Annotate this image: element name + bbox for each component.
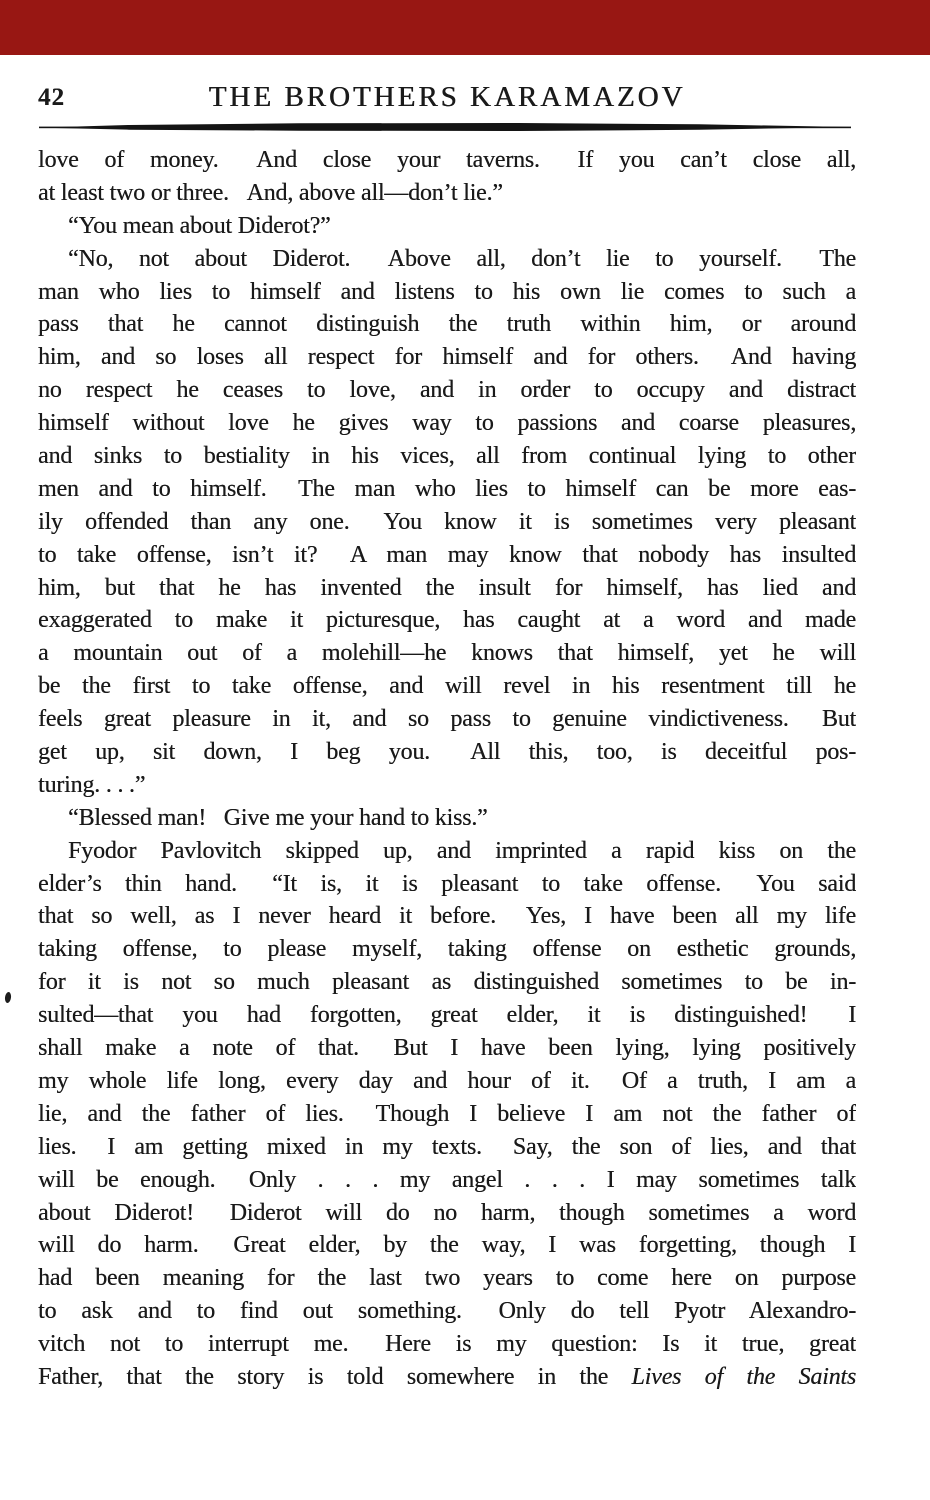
text-line: elder’s thin hand. “It is, it is pleasant to take offense. You said [38, 870, 856, 897]
text-line: no respect he ceases to love, and in order to occupy and distract [38, 377, 856, 404]
text-line: that so well, as I never heard it before. Yes, I have been all my life [38, 903, 856, 930]
text-line: Fyodor Pavlovitch skipped up, and imprinted a rapid kiss on the [68, 837, 856, 864]
body-text [38, 144, 856, 1394]
text-line: vitch not to interrupt me. Here is my question: Is it true, great [38, 1331, 856, 1358]
text-line: lies. I am getting mixed in my texts. Say, the son of lies, and that [38, 1133, 856, 1160]
text-line: taking offense, to please myself, taking offense on esthetic grounds, [38, 936, 856, 963]
text-line: man who lies to himself and listens to his own lie comes to such a [38, 278, 856, 305]
text-line: get up, sit down, I beg you. All this, too, is deceitful pos- [38, 739, 856, 766]
text-line: my whole life long, every day and hour of it. Of a truth, I am a [38, 1067, 856, 1094]
swelled-divider-rule [39, 121, 851, 133]
text-line: “No, not about Diderot. Above all, don’t lie to yourself. The [68, 245, 856, 272]
text-line: “You mean about Diderot?” [68, 212, 331, 239]
text-line: feels great pleasure in it, and so pass to genuine vindictiveness. But [38, 706, 856, 733]
italic-book-title: Lives of the Saints [631, 1363, 856, 1390]
text-line: sulted—that you had forgotten, great elder, it is distinguished! I [38, 1002, 856, 1029]
text-line: be the first to take offense, and will revel in his resentment till he [38, 673, 856, 700]
text-line: will be enough. Only . . . my angel . . . I may sometimes talk [38, 1166, 856, 1193]
text-line: men and to himself. The man who lies to himself can be more eas- [38, 475, 856, 502]
text-line: him, and so loses all respect for himself and for others. And having [38, 344, 856, 371]
text-line: “Blessed man! Give me your hand to kiss.” [68, 804, 488, 831]
text-line: Father, that the story is told somewhere in the Lives of the Saints [38, 1363, 856, 1390]
text-line: for it is not so much pleasant as distinguished sometimes to be in- [38, 969, 856, 996]
text-line: a mountain out of a molehill—he knows that himself, yet he will [38, 640, 856, 667]
text-line: turing. . . .” [38, 771, 146, 798]
text-line: ily offended than any one. You know it is sometimes very pleasant [38, 508, 856, 535]
running-head: THE BROTHERS KARAMAZOV [208, 81, 686, 113]
text-line: to ask and to find out something. Only do tell Pyotr Alexandro- [38, 1298, 856, 1325]
text-line: pass that he cannot distinguish the truth within him, or around [38, 311, 856, 338]
text-line: and sinks to bestiality in his vices, all from continual lying to other [38, 443, 856, 470]
text-line: love of money. And close your taverns. If you can’t close all, [38, 147, 856, 173]
ink-speck [4, 992, 11, 1004]
page-number: 42 [38, 84, 65, 111]
text-line: lie, and the father of lies. Though I believe I am not the father of [38, 1100, 856, 1127]
cover-strip [0, 0, 930, 55]
text-line: him, but that he has invented the insult for himself, has lied and [38, 574, 856, 601]
text-line: about Diderot! Diderot will do no harm, though sometimes a word [38, 1199, 856, 1226]
text-line: will do harm. Great elder, by the way, I was forgetting, though I [38, 1232, 856, 1259]
text-line: at least two or three. And, above all—don’t lie.” [38, 179, 503, 206]
text-line: shall make a note of that. But I have been lying, lying positively [38, 1035, 856, 1062]
text-line: had been meaning for the last two years to come here on purpose [38, 1265, 856, 1292]
text-line: exaggerated to make it picturesque, has caught at a word and made [38, 607, 856, 634]
text-line: himself without love he gives way to passions and coarse pleasures, [38, 410, 856, 437]
text-line: to take offense, isn’t it? A man may know that nobody has insulted [38, 541, 856, 568]
